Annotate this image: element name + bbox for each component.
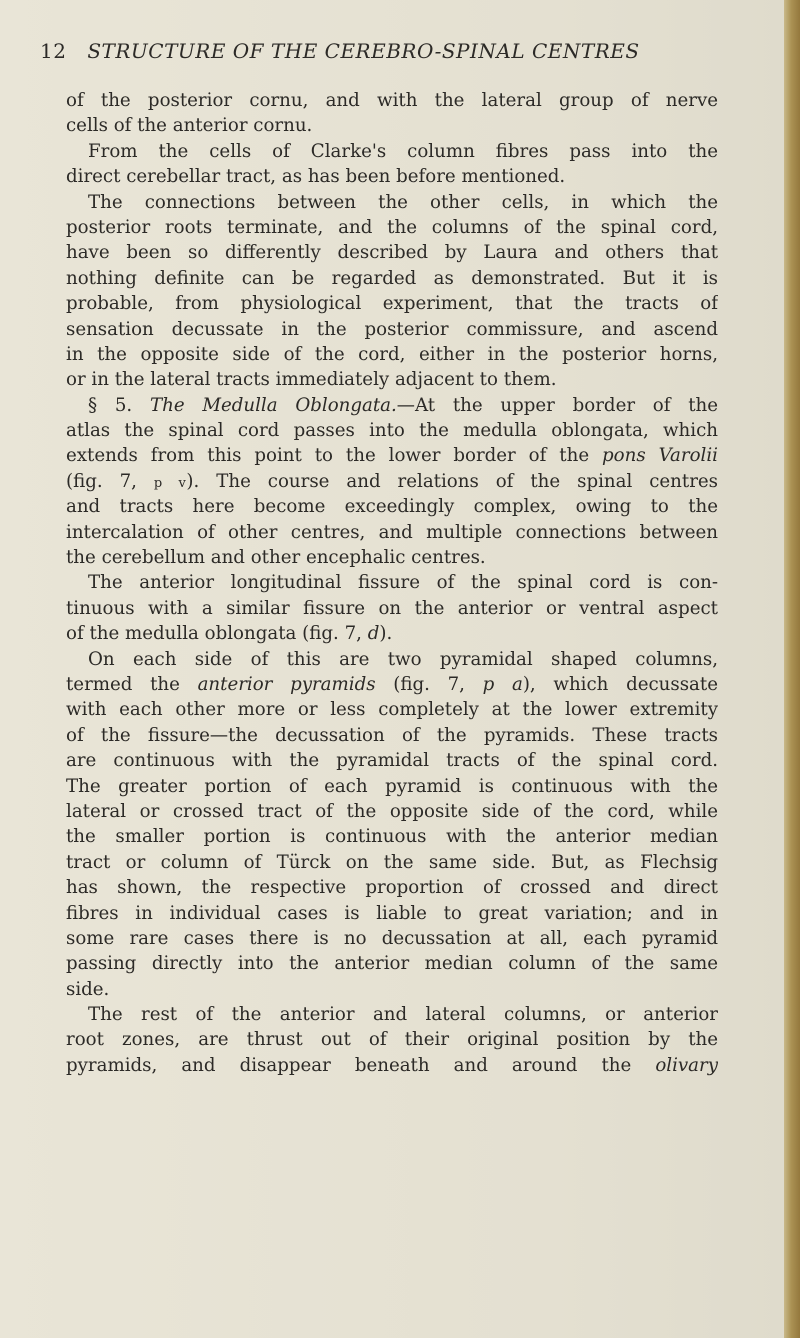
italic-span: p a xyxy=(482,673,523,695)
text-line xyxy=(66,418,718,443)
running-title: STRUCTURE OF THE CEREBRO-SPINAL CENTRES xyxy=(87,39,640,63)
text-span: From the cells of Clarke's column fibres pass into the xyxy=(88,140,718,162)
text-span: pyramids, and disappear beneath and around the xyxy=(66,1054,656,1076)
text-line xyxy=(66,494,718,519)
text-span: atlas the spinal cord passes into the medulla oblongata, which xyxy=(66,420,718,442)
text-span: of the posterior cornu, and with the lateral group of nerve xyxy=(66,90,718,111)
running-head xyxy=(40,36,740,66)
text-span: The anterior longitudinal fissure of the spinal cord is con- xyxy=(88,572,718,594)
text-line xyxy=(66,443,718,468)
text-span: of the medulla oblongata (fig. 7, xyxy=(66,623,368,645)
text-line xyxy=(66,901,718,926)
italic-span: pons Varolii xyxy=(602,445,718,467)
text-line xyxy=(66,215,718,240)
text-span: The connections between the other cells, in which the xyxy=(88,191,718,213)
text-line xyxy=(66,113,718,138)
text-span: the smaller portion is continuous with the anterior median xyxy=(66,826,718,848)
text-span: extends from this point to the lower border of the xyxy=(66,445,603,467)
text-span: passing directly into the anterior median column of the same xyxy=(66,953,718,975)
book-spine-edge xyxy=(784,0,800,1338)
text-span: sensation decussate in the posterior commissure, and ascend xyxy=(66,318,718,340)
italic-span: d xyxy=(367,623,380,645)
text-line xyxy=(66,367,718,392)
text-span: ). The course and relations of the spinal centres xyxy=(186,470,718,492)
text-span: root zones, are thrust out of their original position by the xyxy=(66,1029,718,1051)
italic-span: The Medulla Oblongata. xyxy=(149,394,397,416)
text-line xyxy=(66,723,718,748)
text-line xyxy=(66,469,718,494)
text-span: some rare cases there is no decussation at all, each pyramid xyxy=(66,927,718,949)
text-line xyxy=(66,1002,718,1027)
text-span: side. xyxy=(66,978,110,1000)
text-span: tract or column of Türck on the same side. But, as Flechsig xyxy=(66,851,718,873)
text-line xyxy=(66,317,718,342)
text-line xyxy=(66,672,718,697)
text-line xyxy=(66,1053,718,1078)
italic-span: olivary xyxy=(655,1054,718,1076)
small-caps-span: p v xyxy=(153,475,187,491)
text-span: and tracts here become exceedingly complex, owing to the xyxy=(66,496,718,518)
text-span: the cerebellum and other encephalic centres. xyxy=(66,547,486,569)
text-line xyxy=(66,926,718,951)
text-line xyxy=(66,88,718,113)
text-line xyxy=(66,393,718,418)
text-line xyxy=(66,697,718,722)
text-span: intercalation of other centres, and multiple connections between xyxy=(66,521,718,543)
text-line xyxy=(66,596,718,621)
text-span: (fig. 7, xyxy=(66,470,154,492)
text-line xyxy=(66,570,718,595)
text-span: cells of the anterior cornu. xyxy=(66,115,313,137)
text-span: (fig. 7, xyxy=(375,673,483,695)
text-line xyxy=(66,621,718,646)
italic-span: anterior pyramids xyxy=(197,673,376,695)
text-line xyxy=(66,951,718,976)
text-line xyxy=(66,190,718,215)
text-span: On each side of this are two pyramidal shaped columns, xyxy=(88,648,718,670)
text-span: tinuous with a similar fissure on the anterior or ventral aspect xyxy=(66,597,718,619)
text-span: have been so differently described by Laura and others that xyxy=(66,242,718,264)
text-line xyxy=(66,266,718,291)
text-span: direct cerebellar tract, as has been before mentioned. xyxy=(66,166,566,188)
text-span: with each other more or less completely at the lower extremity xyxy=(66,699,718,721)
text-span: of the fissure—the decussation of the pyramids. These tracts xyxy=(66,724,718,746)
page-number: 12 xyxy=(40,39,67,63)
text-line xyxy=(66,342,718,367)
text-line xyxy=(66,647,718,672)
text-span: are continuous with the pyramidal tracts of the spinal cord. xyxy=(66,750,718,772)
text-line xyxy=(66,977,718,1002)
text-span: The greater portion of each pyramid is continuous with the xyxy=(66,775,718,797)
text-line xyxy=(66,164,718,189)
text-span: The rest of the anterior and lateral columns, or anterior xyxy=(88,1004,718,1026)
text-span: in the opposite side of the cord, either in the posterior horns, xyxy=(66,343,718,365)
body-text xyxy=(66,88,718,1078)
text-line xyxy=(66,824,718,849)
text-line xyxy=(66,850,718,875)
text-line xyxy=(66,875,718,900)
text-span: —At the upper border of the xyxy=(396,394,718,416)
text-line xyxy=(66,240,718,265)
text-span: probable, from physiological experiment, that the tracts of xyxy=(66,293,718,315)
text-span: posterior roots terminate, and the columns of the spinal cord, xyxy=(66,216,718,238)
text-line xyxy=(66,139,718,164)
text-span: nothing definite can be regarded as demonstrated. But it is xyxy=(66,267,718,289)
text-line xyxy=(66,1027,718,1052)
text-span: or in the lateral tracts immediately adjacent to them. xyxy=(66,369,557,391)
text-line xyxy=(66,291,718,316)
text-line xyxy=(66,774,718,799)
text-line xyxy=(66,799,718,824)
text-line xyxy=(66,748,718,773)
text-line xyxy=(66,545,718,570)
text-span: fibres in individual cases is liable to great variation; and in xyxy=(66,902,718,924)
text-line xyxy=(66,520,718,545)
text-span: ). xyxy=(379,623,393,645)
text-span: has shown, the respective proportion of crossed and direct xyxy=(66,877,718,899)
text-span: lateral or crossed tract of the opposite side of the cord, while xyxy=(66,800,718,822)
text-span: ), which decussate xyxy=(522,673,718,695)
text-span: termed the xyxy=(66,673,198,695)
text-span: § 5. xyxy=(88,394,150,416)
